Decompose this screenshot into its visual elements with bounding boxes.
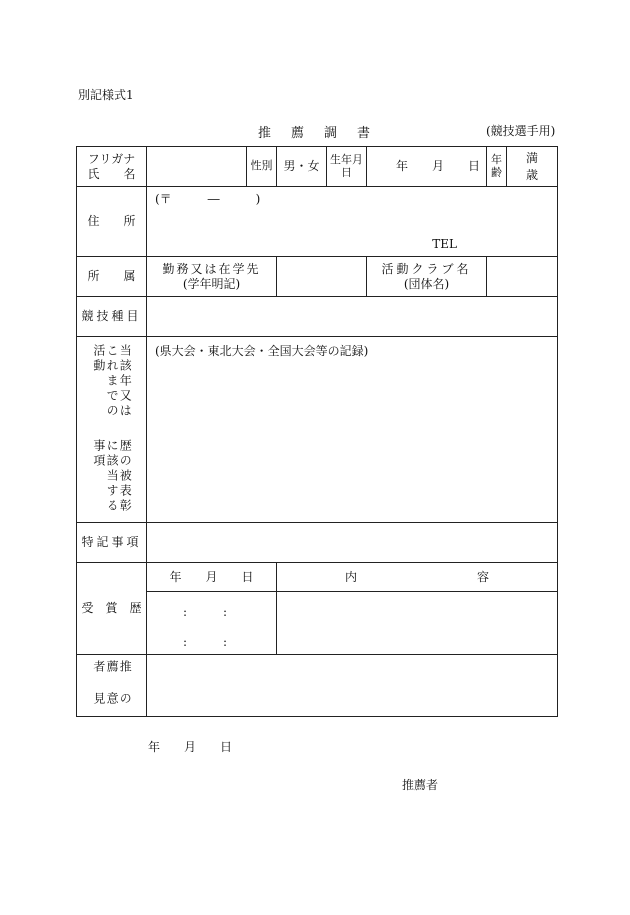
opinion-label-cell <box>77 655 147 717</box>
address-label: 住 所 <box>77 187 147 257</box>
awards-content-field[interactable] <box>277 592 558 655</box>
birth-label: 生年月日 <box>327 147 367 187</box>
footer-recommender: 推薦者 <box>402 778 439 792</box>
title-char: 調 <box>324 126 338 141</box>
name-field[interactable] <box>147 147 247 187</box>
furigana-label: フリガナ <box>87 151 136 166</box>
address-field[interactable] <box>147 187 558 257</box>
history-note: (県大会・東北大会・全国大会等の記録) <box>155 344 369 358</box>
workplace-field[interactable] <box>277 257 367 297</box>
awards-content-header: 内 容 <box>277 563 558 592</box>
gender-label: 性別 <box>247 147 277 187</box>
opinion-field[interactable] <box>147 655 558 717</box>
workplace-label-cell <box>147 257 277 297</box>
form-code: 別記様式1 <box>78 88 134 102</box>
opinion-label-col1: 推薦者 <box>91 659 133 675</box>
remarks-field[interactable] <box>147 523 558 563</box>
awards-colon-row2: : : <box>183 635 228 650</box>
history-label-cell <box>77 337 147 523</box>
postal-code: (〒 ― ) <box>155 192 261 206</box>
awards-colon-row1: : : <box>183 605 228 619</box>
gender-value[interactable]: 男・女 <box>277 147 327 187</box>
title-char: 推 <box>258 126 272 141</box>
affiliation-label: 所 属 <box>77 257 147 297</box>
awards-label: 受 賞 歴 <box>77 563 147 655</box>
history-field[interactable] <box>147 337 558 523</box>
age-field[interactable]: 満 歳 <box>507 147 558 187</box>
name-label: 氏 名 <box>87 166 136 181</box>
club-note: (団体名) <box>403 276 450 291</box>
club-label: 活動クラブ名 <box>381 261 472 276</box>
awards-date-header: 年 月 日 <box>147 563 277 592</box>
history-label-col2: 歴の被表彰に該当する事項 <box>91 438 133 514</box>
workplace-label: 勤務又は在学先 <box>162 261 261 276</box>
sport-label: 競技種目 <box>77 297 147 337</box>
title-char: 薦 <box>291 126 305 141</box>
recommendation-form <box>76 146 587 717</box>
tel-label: TEL <box>432 236 457 251</box>
opinion-label-col2: の意見 <box>91 691 133 707</box>
awards-date-field[interactable] <box>147 592 277 655</box>
club-field[interactable] <box>487 257 558 297</box>
sport-field[interactable] <box>147 297 558 337</box>
document-title <box>258 122 390 141</box>
club-label-cell <box>367 257 487 297</box>
history-label-col1: 当該年又はこれまでの活動 <box>91 343 133 419</box>
footer-date: 年 月 日 <box>148 740 233 754</box>
birth-date-field[interactable]: 年 月 日 <box>367 147 487 187</box>
title-char: 書 <box>357 126 371 141</box>
name-label-cell <box>77 147 147 187</box>
workplace-note: (学年明記) <box>182 276 241 291</box>
age-label: 年齢 <box>487 147 507 187</box>
document-subtitle: (競技選手用) <box>486 124 556 138</box>
remarks-label: 特記事項 <box>77 523 147 563</box>
